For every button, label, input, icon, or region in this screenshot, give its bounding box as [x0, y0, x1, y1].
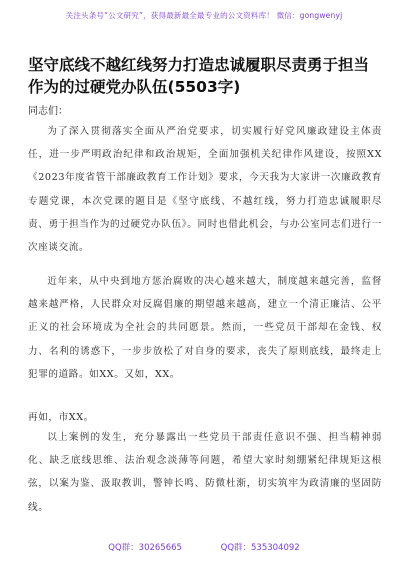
paragraph-3: 再如，市XX。: [28, 412, 94, 423]
paragraph-2: 近年来，从中央到地方惩治腐败的决心越来越大，制度越来越完善，监督越来越严格，人民群众对反腐倡廉的期望越来越高，建立一个清正廉洁、公平正义的社会环境成为全社会的共同愿景。然而，一些党员干部却在金钱、权力、名利的诱惑下，一步步放松了对自身的要求，丧失了原则底线，最终走上犯罪的道路。如XX。又如，XX。: [28, 276, 382, 380]
footer-qq-group-1: QQ群：30265665: [108, 543, 182, 553]
footer: [0, 541, 408, 553]
paragraph-1: 为了深入贯彻落实全面从严治党要求，切实履行好党风廉政建设主体责任，进一步严明政治纪律和政治规矩，全面加强机关纪律作风建设，按照XX《2023年度省管干部廉政教育工作计划》要求，今天我为大家讲一次廉政教育专题党课，本次党课的题目是《坚守底线、不越红线，努力打造忠诚履职尽责、勇于担当作为的过硬党办队伍》。同时也借此机会，与办公室同志们进行一次座谈交流。: [28, 126, 382, 254]
document-title: 坚守底线不越红线努力打造忠诚履职尽责勇于担当作为的过硬党办队伍(5503字): [28, 56, 370, 96]
paragraph-4: 以上案例的发生，充分暴露出一些党员干部责任意识不强、担当精神弱化、缺乏底线思维、法治观念淡薄等问题，希望大家时刻绷紧纪律规矩这根弦，以案为鉴、汲取教训，警钟长鸣、防微杜渐，切实筑牢为政清廉的坚固防线。: [28, 432, 382, 513]
salutation: 同志们：: [28, 106, 68, 117]
footer-qq-group-2: QQ群：535304092: [220, 543, 300, 553]
header-banner: 关注头条号“公文研究”，获得最新最全最专业的公文资料库！ 微信：gongwenyj: [65, 11, 343, 20]
